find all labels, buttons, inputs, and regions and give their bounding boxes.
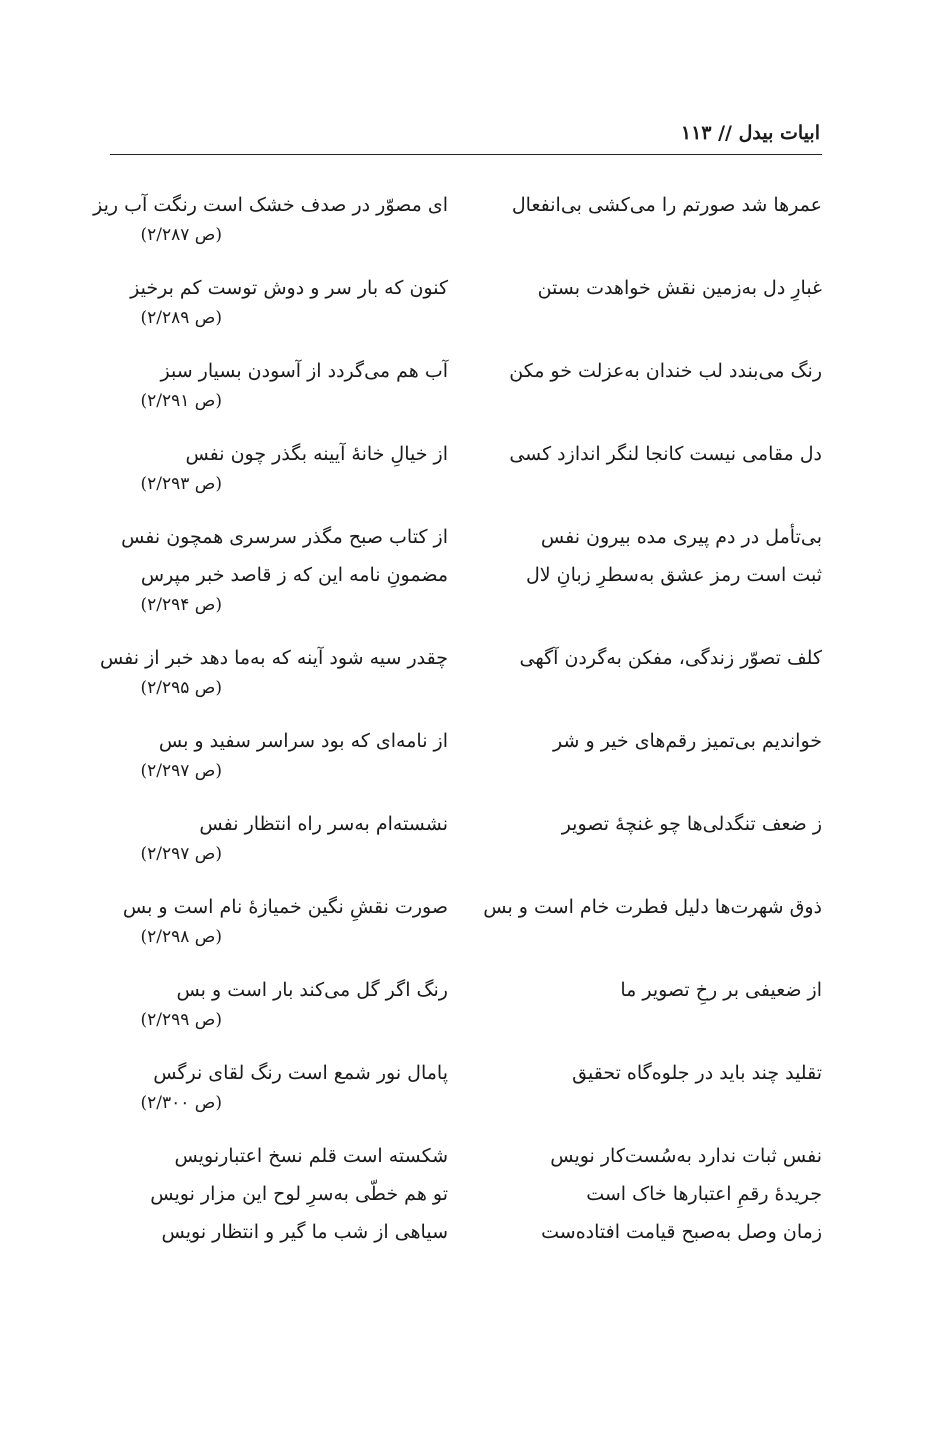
verse-row bbox=[99, 641, 822, 682]
verse-second-hemistich: صورت نقشِ نگین خمیازهٔ نام است و بس bbox=[122, 896, 448, 918]
reference-row bbox=[110, 844, 822, 890]
verse-row bbox=[110, 724, 822, 765]
verse-second-hemistich: شکسته است قلم نسخ اعتبارنویس bbox=[174, 1145, 448, 1167]
verse-row bbox=[93, 188, 822, 229]
page-reference: (ص ۲/۲۸۷) bbox=[140, 225, 222, 245]
verse-second-hemistich: از نامه‌ای که بود سراسر سفید و بس bbox=[158, 730, 448, 752]
verse-row bbox=[110, 1139, 822, 1177]
verse-row bbox=[110, 558, 822, 599]
verse-second-hemistich: مضمونِ نامه این که ز قاصد خبر مپرس bbox=[140, 564, 448, 586]
verse-row bbox=[110, 354, 822, 395]
reference-row bbox=[110, 1093, 822, 1139]
verse-first-hemistich: زمان وصل به‌صبح قیامت افتاده‌ست bbox=[541, 1221, 822, 1243]
page-reference: (ص ۲/۲۹۸) bbox=[140, 927, 222, 947]
verse-row bbox=[110, 1177, 822, 1215]
reference-row bbox=[110, 595, 822, 641]
verse-second-hemistich: کنون که بار سر و دوش توست کم برخیز bbox=[130, 277, 448, 299]
verse-second-hemistich: چقدر سیه شود آینه که به‌ما دهد خبر از نفس bbox=[99, 647, 448, 669]
page-reference: (ص ۲/۲۹۷) bbox=[140, 761, 222, 781]
verse-first-hemistich: تقلید چند باید در جلوه‌گاه تحقیق bbox=[572, 1062, 822, 1084]
verse-first-hemistich: ذوق شهرت‌ها دلیل فطرت خام است و بس bbox=[483, 896, 822, 918]
verse-second-hemistich: پامال نور شمع است رنگ لقای نرگس bbox=[153, 1062, 448, 1084]
page-reference: (ص ۲/۲۹۱) bbox=[140, 391, 222, 411]
reference-row bbox=[110, 308, 822, 354]
verse-first-hemistich: غبارِ دل به‌زمین نقش خواهدت بستن bbox=[537, 277, 822, 299]
verse-second-hemistich: نشسته‌ام به‌سر راه انتظار نفس bbox=[199, 813, 448, 835]
verse-second-hemistich: سیاهی از شب ما گیر و انتظار نویس bbox=[161, 1221, 448, 1243]
verse-first-hemistich: عمرها شد صورتم را می‌کشی بی‌انفعال bbox=[511, 194, 822, 216]
page-reference: (ص ۲/۲۸۹) bbox=[140, 308, 222, 328]
verse-row bbox=[110, 437, 822, 478]
verse-list bbox=[93, 188, 822, 1253]
verse-first-hemistich: کلف تصوّر زندگی، مفکن به‌گردن آگهی bbox=[519, 647, 822, 669]
reference-row bbox=[110, 678, 822, 724]
verse-row bbox=[110, 807, 822, 848]
reference-row bbox=[110, 1010, 822, 1056]
verse-first-hemistich: رنگ می‌بندد لب خندان به‌عزلت خو مکن bbox=[509, 360, 822, 382]
header-rule bbox=[110, 154, 822, 155]
verse-first-hemistich: جریدهٔ رقمِ اعتبارها خاک است bbox=[586, 1183, 822, 1205]
reference-row bbox=[110, 927, 822, 973]
verse-first-hemistich: ثبت است رمز عشق به‌سطرِ زبانِ لال bbox=[525, 564, 822, 586]
verse-first-hemistich: ز ضعف تنگدلی‌ها چو غنچهٔ تصویر bbox=[561, 813, 822, 835]
verse-row bbox=[110, 1215, 822, 1253]
reference-row bbox=[110, 225, 822, 271]
verse-second-hemistich: ای مصوّر در صدف خشک است رنگت آب ریز bbox=[93, 194, 448, 216]
page-header bbox=[110, 118, 820, 154]
reference-row bbox=[110, 391, 822, 437]
verse-second-hemistich: از خیالِ خانهٔ آیینه بگذر چون نفس bbox=[185, 443, 448, 465]
page-reference: (ص ۲/۳۰۰) bbox=[140, 1093, 222, 1113]
running-title: ابیات بیدل // ۱۱۳ bbox=[680, 122, 820, 144]
verse-row bbox=[110, 520, 822, 558]
reference-row bbox=[110, 761, 822, 807]
verse-row bbox=[110, 973, 822, 1014]
page-reference: (ص ۲/۲۹۴) bbox=[140, 595, 222, 615]
verse-row bbox=[110, 1056, 822, 1097]
page-reference: (ص ۲/۲۹۳) bbox=[140, 474, 222, 494]
verse-second-hemistich: رنگ اگر گل می‌کند بار است و بس bbox=[176, 979, 448, 1001]
verse-second-hemistich: از کتاب صبح مگذر سرسری همچون نفس bbox=[121, 526, 448, 548]
reference-row bbox=[110, 474, 822, 520]
verse-row bbox=[110, 890, 822, 931]
verse-row bbox=[110, 271, 822, 312]
verse-second-hemistich: تو هم خطّی به‌سرِ لوح این مزار نویس bbox=[150, 1183, 448, 1205]
verse-first-hemistich: بی‌تأمل در دم پیری مده بیرون نفس bbox=[540, 526, 822, 548]
page-reference: (ص ۲/۲۹۷) bbox=[140, 844, 222, 864]
verse-second-hemistich: آب هم می‌گردد از آسودن بسیار سبز bbox=[160, 360, 448, 382]
page-reference: (ص ۲/۲۹۹) bbox=[140, 1010, 222, 1030]
verse-first-hemistich: از ضعیفی بر رخِ تصویر ما bbox=[620, 979, 822, 1001]
verse-first-hemistich: خواندیم بی‌تمیز رقم‌های خیر و شر bbox=[553, 730, 822, 752]
verse-first-hemistich: دل مقامی نیست کانجا لنگر اندازد کسی bbox=[509, 443, 822, 465]
page-reference: (ص ۲/۲۹۵) bbox=[140, 678, 222, 698]
verse-first-hemistich: نفس ثبات ندارد به‌سُست‌کار نویس bbox=[550, 1145, 822, 1167]
